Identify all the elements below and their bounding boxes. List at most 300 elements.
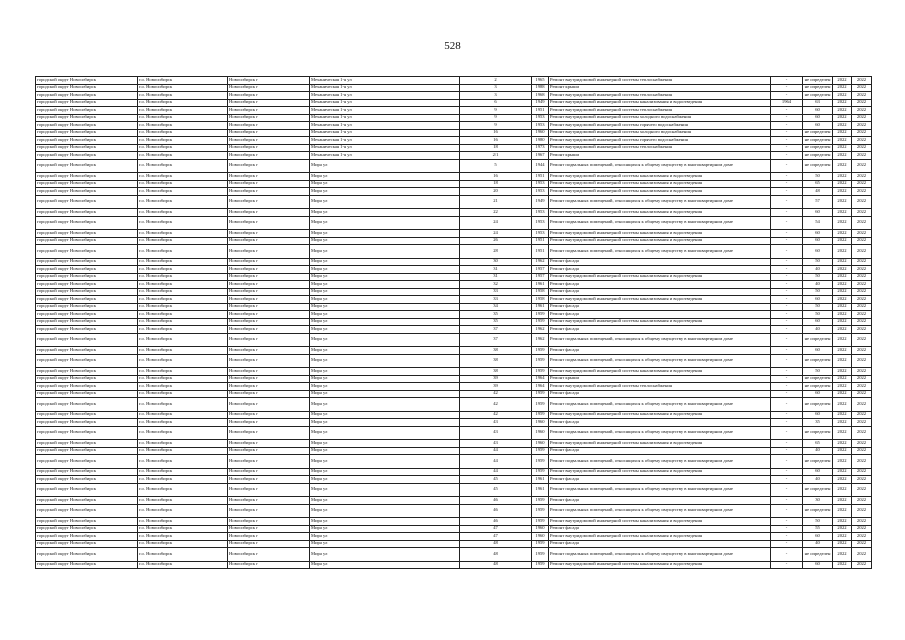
cell-street: Мира ул xyxy=(310,195,460,209)
cell-street: Механическая 1-я ул xyxy=(310,144,460,152)
cell-city: Новосибирск г xyxy=(228,114,310,122)
cell-work-type: Ремонт фасада xyxy=(549,476,771,484)
cell-build-year: 1959 xyxy=(532,347,549,355)
cell-last-repair-year: - xyxy=(771,195,803,209)
cell-build-year: 1962 xyxy=(532,333,549,347)
cell-last-repair-year: - xyxy=(771,390,803,398)
cell-settlement: г.о. Новосибирск xyxy=(138,504,228,518)
table-row xyxy=(36,347,872,355)
cell-municipality: городской округ Новосибирск xyxy=(36,419,138,427)
cell-house-number: 16 xyxy=(460,129,532,137)
cell-city: Новосибирск г xyxy=(228,159,310,173)
cell-work-type: Ремонт подвальных помещений, относящихся к общему имуществу в многоквартирном доме xyxy=(549,455,771,469)
cell-house-number: 44 xyxy=(460,455,532,469)
cell-work-type: Ремонт внутридомовой инженерной системы теплоснабжения xyxy=(549,92,771,100)
cell-plan-start-year: 2022 xyxy=(833,129,852,137)
cell-wear-percent: 60 xyxy=(803,561,833,569)
cell-work-type: Ремонт внутридомовой инженерной системы канализования и водоотведения xyxy=(549,561,771,569)
cell-work-type: Ремонт внутридомовой инженерной системы канализования и водоотведения xyxy=(549,273,771,281)
cell-wear-percent: не определен xyxy=(803,144,833,152)
cell-work-type: Ремонт внутридомовой инженерной системы теплоснабжения xyxy=(549,383,771,391)
cell-plan-end-year: 2022 xyxy=(852,483,872,497)
cell-city: Новосибирск г xyxy=(228,216,310,230)
cell-municipality: городской округ Новосибирск xyxy=(36,540,138,548)
cell-last-repair-year: - xyxy=(771,548,803,562)
cell-plan-start-year: 2022 xyxy=(833,476,852,484)
cell-city: Новосибирск г xyxy=(228,326,310,334)
cell-city: Новосибирск г xyxy=(228,77,310,85)
cell-wear-percent: 50 xyxy=(803,173,833,181)
cell-build-year: 1949 xyxy=(532,99,549,107)
cell-municipality: городской округ Новосибирск xyxy=(36,288,138,296)
cell-house-number: 45 xyxy=(460,476,532,484)
cell-plan-end-year: 2022 xyxy=(852,468,872,476)
cell-plan-end-year: 2022 xyxy=(852,368,872,376)
cell-last-repair-year: - xyxy=(771,209,803,217)
cell-municipality: городской округ Новосибирск xyxy=(36,411,138,419)
cell-work-type: Ремонт фасада xyxy=(549,326,771,334)
cell-city: Новосибирск г xyxy=(228,311,310,319)
cell-municipality: городской округ Новосибирск xyxy=(36,107,138,115)
table-row xyxy=(36,159,872,173)
cell-plan-start-year: 2022 xyxy=(833,288,852,296)
cell-build-year: 1944 xyxy=(532,159,549,173)
cell-work-type: Ремонт подвальных помещений, относящихся к общему имуществу в многоквартирном доме xyxy=(549,159,771,173)
cell-plan-end-year: 2022 xyxy=(852,281,872,289)
cell-street: Мира ул xyxy=(310,540,460,548)
cell-house-number: 47 xyxy=(460,525,532,533)
cell-build-year: 1958 xyxy=(532,296,549,304)
cell-settlement: г.о. Новосибирск xyxy=(138,411,228,419)
cell-last-repair-year: - xyxy=(771,326,803,334)
cell-last-repair-year: - xyxy=(771,426,803,440)
table-row xyxy=(36,237,872,245)
cell-build-year: 1960 xyxy=(532,129,549,137)
table-row xyxy=(36,84,872,92)
cell-last-repair-year: - xyxy=(771,447,803,455)
cell-house-number: 18 xyxy=(460,180,532,188)
cell-street: Мира ул xyxy=(310,533,460,541)
cell-wear-percent: 50 xyxy=(803,303,833,311)
cell-city: Новосибирск г xyxy=(228,230,310,238)
cell-plan-end-year: 2022 xyxy=(852,296,872,304)
cell-plan-end-year: 2022 xyxy=(852,237,872,245)
cell-municipality: городской округ Новосибирск xyxy=(36,237,138,245)
cell-plan-end-year: 2022 xyxy=(852,188,872,196)
cell-settlement: г.о. Новосибирск xyxy=(138,107,228,115)
table-row xyxy=(36,281,872,289)
cell-house-number: 34 xyxy=(460,303,532,311)
cell-settlement: г.о. Новосибирск xyxy=(138,273,228,281)
cell-house-number: 9 xyxy=(460,122,532,130)
table-row xyxy=(36,504,872,518)
cell-city: Новосибирск г xyxy=(228,303,310,311)
cell-municipality: городской округ Новосибирск xyxy=(36,152,138,160)
cell-city: Новосибирск г xyxy=(228,419,310,427)
cell-plan-start-year: 2022 xyxy=(833,303,852,311)
cell-settlement: г.о. Новосибирск xyxy=(138,476,228,484)
cell-street: Мира ул xyxy=(310,419,460,427)
cell-plan-start-year: 2022 xyxy=(833,375,852,383)
cell-street: Мира ул xyxy=(310,288,460,296)
table-row xyxy=(36,188,872,196)
cell-house-number: 35 xyxy=(460,318,532,326)
cell-last-repair-year: - xyxy=(771,173,803,181)
cell-wear-percent: 60 xyxy=(803,122,833,130)
cell-plan-end-year: 2022 xyxy=(852,426,872,440)
cell-street: Мира ул xyxy=(310,258,460,266)
cell-work-type: Ремонт внутридомовой инженерной системы канализования и водоотведения xyxy=(549,173,771,181)
cell-settlement: г.о. Новосибирск xyxy=(138,77,228,85)
cell-plan-end-year: 2022 xyxy=(852,159,872,173)
cell-plan-start-year: 2022 xyxy=(833,483,852,497)
cell-plan-end-year: 2022 xyxy=(852,383,872,391)
cell-plan-start-year: 2022 xyxy=(833,237,852,245)
cell-build-year: 1959 xyxy=(532,518,549,526)
cell-city: Новосибирск г xyxy=(228,84,310,92)
cell-wear-percent: не определен xyxy=(803,129,833,137)
cell-last-repair-year: - xyxy=(771,561,803,569)
cell-settlement: г.о. Новосибирск xyxy=(138,326,228,334)
cell-house-number: 42 xyxy=(460,398,532,412)
cell-plan-end-year: 2022 xyxy=(852,455,872,469)
cell-street: Мира ул xyxy=(310,273,460,281)
cell-municipality: городской округ Новосибирск xyxy=(36,137,138,145)
cell-build-year: 1959 xyxy=(532,311,549,319)
cell-street: Мира ул xyxy=(310,245,460,259)
table-row xyxy=(36,122,872,130)
cell-wear-percent: не определен xyxy=(803,77,833,85)
cell-plan-start-year: 2022 xyxy=(833,447,852,455)
cell-plan-end-year: 2022 xyxy=(852,354,872,368)
cell-settlement: г.о. Новосибирск xyxy=(138,426,228,440)
cell-house-number: 31 xyxy=(460,273,532,281)
cell-work-type: Ремонт внутридомовой инженерной системы канализования и водоотведения xyxy=(549,99,771,107)
cell-settlement: г.о. Новосибирск xyxy=(138,122,228,130)
cell-city: Новосибирск г xyxy=(228,273,310,281)
cell-house-number: 38 xyxy=(460,368,532,376)
cell-last-repair-year: - xyxy=(771,468,803,476)
cell-plan-start-year: 2022 xyxy=(833,137,852,145)
cell-street: Мира ул xyxy=(310,318,460,326)
cell-municipality: городской округ Новосибирск xyxy=(36,533,138,541)
cell-last-repair-year: - xyxy=(771,518,803,526)
cell-work-type: Ремонт внутридомовой инженерной системы холодного водоснабжения xyxy=(549,129,771,137)
cell-plan-end-year: 2022 xyxy=(852,216,872,230)
cell-settlement: г.о. Новосибирск xyxy=(138,548,228,562)
cell-plan-end-year: 2022 xyxy=(852,180,872,188)
cell-house-number: 32 xyxy=(460,281,532,289)
cell-street: Мира ул xyxy=(310,440,460,448)
cell-work-type: Ремонт фасада xyxy=(549,303,771,311)
cell-work-type: Ремонт фасада xyxy=(549,540,771,548)
cell-street: Мира ул xyxy=(310,483,460,497)
cell-city: Новосибирск г xyxy=(228,333,310,347)
cell-build-year: 1959 xyxy=(532,411,549,419)
cell-house-number: 46 xyxy=(460,497,532,505)
cell-city: Новосибирск г xyxy=(228,122,310,130)
cell-municipality: городской округ Новосибирск xyxy=(36,114,138,122)
cell-last-repair-year: - xyxy=(771,347,803,355)
cell-settlement: г.о. Новосибирск xyxy=(138,258,228,266)
cell-city: Новосибирск г xyxy=(228,533,310,541)
cell-settlement: г.о. Новосибирск xyxy=(138,159,228,173)
cell-city: Новосибирск г xyxy=(228,497,310,505)
cell-municipality: городской округ Новосибирск xyxy=(36,99,138,107)
cell-city: Новосибирск г xyxy=(228,468,310,476)
cell-municipality: городской округ Новосибирск xyxy=(36,216,138,230)
cell-plan-end-year: 2022 xyxy=(852,411,872,419)
table-row xyxy=(36,354,872,368)
cell-municipality: городской округ Новосибирск xyxy=(36,525,138,533)
cell-build-year: 1968 xyxy=(532,92,549,100)
cell-city: Новосибирск г xyxy=(228,548,310,562)
cell-build-year: 1965 xyxy=(532,77,549,85)
table-row xyxy=(36,326,872,334)
cell-settlement: г.о. Новосибирск xyxy=(138,390,228,398)
cell-city: Новосибирск г xyxy=(228,209,310,217)
cell-wear-percent: 48 xyxy=(803,188,833,196)
cell-city: Новосибирск г xyxy=(228,195,310,209)
cell-build-year: 1953 xyxy=(532,216,549,230)
cell-house-number: 46 xyxy=(460,504,532,518)
cell-municipality: городской округ Новосибирск xyxy=(36,447,138,455)
cell-wear-percent: не определен xyxy=(803,483,833,497)
cell-street: Мира ул xyxy=(310,476,460,484)
cell-work-type: Ремонт внутридомовой инженерной системы канализования и водоотведения xyxy=(549,440,771,448)
cell-wear-percent: не определен xyxy=(803,455,833,469)
cell-municipality: городской округ Новосибирск xyxy=(36,122,138,130)
cell-city: Новосибирск г xyxy=(228,99,310,107)
cell-work-type: Ремонт внутридомовой инженерной системы горячего водоснабжения xyxy=(549,122,771,130)
cell-street: Мира ул xyxy=(310,447,460,455)
cell-last-repair-year: - xyxy=(771,216,803,230)
cell-municipality: городской округ Новосибирск xyxy=(36,230,138,238)
cell-city: Новосибирск г xyxy=(228,383,310,391)
cell-work-type: Ремонт подвальных помещений, относящихся к общему имуществу в многоквартирном доме xyxy=(549,548,771,562)
cell-municipality: городской округ Новосибирск xyxy=(36,398,138,412)
cell-last-repair-year: - xyxy=(771,281,803,289)
cell-wear-percent: не определен xyxy=(803,92,833,100)
cell-street: Механическая 1-я ул xyxy=(310,152,460,160)
cell-plan-end-year: 2022 xyxy=(852,333,872,347)
cell-settlement: г.о. Новосибирск xyxy=(138,303,228,311)
cell-last-repair-year: - xyxy=(771,245,803,259)
cell-work-type: Ремонт подвальных помещений, относящихся к общему имуществу в многоквартирном доме xyxy=(549,483,771,497)
cell-street: Мира ул xyxy=(310,333,460,347)
cell-street: Механическая 1-я ул xyxy=(310,129,460,137)
cell-work-type: Ремонт внутридомовой инженерной системы канализования и водоотведения xyxy=(549,296,771,304)
cell-wear-percent: 55 xyxy=(803,525,833,533)
cell-settlement: г.о. Новосибирск xyxy=(138,354,228,368)
table-row xyxy=(36,216,872,230)
cell-plan-start-year: 2022 xyxy=(833,258,852,266)
cell-plan-start-year: 2022 xyxy=(833,188,852,196)
cell-build-year: 1957 xyxy=(532,273,549,281)
table-body xyxy=(36,77,872,569)
cell-last-repair-year: - xyxy=(771,375,803,383)
cell-work-type: Ремонт внутридомовой инженерной системы канализования и водоотведения xyxy=(549,237,771,245)
cell-plan-end-year: 2022 xyxy=(852,533,872,541)
cell-build-year: 1959 xyxy=(532,561,549,569)
cell-plan-end-year: 2022 xyxy=(852,311,872,319)
cell-build-year: 1959 xyxy=(532,548,549,562)
cell-wear-percent: не определен xyxy=(803,504,833,518)
cell-street: Мира ул xyxy=(310,504,460,518)
cell-last-repair-year: - xyxy=(771,333,803,347)
cell-plan-start-year: 2022 xyxy=(833,318,852,326)
cell-street: Мира ул xyxy=(310,159,460,173)
cell-plan-end-year: 2022 xyxy=(852,303,872,311)
cell-wear-percent: 60 xyxy=(803,237,833,245)
cell-wear-percent: не определен xyxy=(803,548,833,562)
cell-wear-percent: 50 xyxy=(803,518,833,526)
cell-municipality: городской округ Новосибирск xyxy=(36,426,138,440)
cell-plan-start-year: 2022 xyxy=(833,92,852,100)
cell-last-repair-year: - xyxy=(771,368,803,376)
cell-settlement: г.о. Новосибирск xyxy=(138,419,228,427)
cell-build-year: 1980 xyxy=(532,137,549,145)
cell-plan-start-year: 2022 xyxy=(833,173,852,181)
cell-last-repair-year: - xyxy=(771,411,803,419)
cell-city: Новосибирск г xyxy=(228,504,310,518)
cell-wear-percent: 50 xyxy=(803,311,833,319)
cell-house-number: 30 xyxy=(460,258,532,266)
cell-city: Новосибирск г xyxy=(228,447,310,455)
cell-plan-end-year: 2022 xyxy=(852,84,872,92)
cell-city: Новосибирск г xyxy=(228,561,310,569)
cell-wear-percent: 40 xyxy=(803,281,833,289)
cell-settlement: г.о. Новосибирск xyxy=(138,333,228,347)
cell-street: Мира ул xyxy=(310,326,460,334)
cell-house-number: 3 xyxy=(460,92,532,100)
cell-house-number: 21 xyxy=(460,195,532,209)
cell-wear-percent: 30 xyxy=(803,497,833,505)
cell-street: Мира ул xyxy=(310,311,460,319)
cell-city: Новосибирск г xyxy=(228,296,310,304)
cell-plan-start-year: 2022 xyxy=(833,281,852,289)
cell-house-number: 44 xyxy=(460,468,532,476)
cell-plan-start-year: 2022 xyxy=(833,548,852,562)
cell-city: Новосибирск г xyxy=(228,518,310,526)
cell-settlement: г.о. Новосибирск xyxy=(138,561,228,569)
cell-work-type: Ремонт фасада xyxy=(549,258,771,266)
cell-city: Новосибирск г xyxy=(228,375,310,383)
cell-street: Мира ул xyxy=(310,398,460,412)
cell-work-type: Ремонт фасада xyxy=(549,281,771,289)
cell-work-type: Ремонт фасада xyxy=(549,266,771,274)
cell-wear-percent: 40 xyxy=(803,476,833,484)
cell-work-type: Ремонт внутридомовой инженерной системы канализования и водоотведения xyxy=(549,518,771,526)
cell-work-type: Ремонт внутридомовой инженерной системы канализования и водоотведения xyxy=(549,368,771,376)
cell-street: Мира ул xyxy=(310,411,460,419)
cell-street: Мира ул xyxy=(310,173,460,181)
cell-street: Механическая 1-я ул xyxy=(310,107,460,115)
cell-wear-percent: 60 xyxy=(803,533,833,541)
cell-build-year: 1953 xyxy=(532,122,549,130)
cell-plan-start-year: 2022 xyxy=(833,180,852,188)
cell-plan-end-year: 2022 xyxy=(852,92,872,100)
cell-settlement: г.о. Новосибирск xyxy=(138,188,228,196)
cell-work-type: Ремонт внутридомовой инженерной системы канализования и водоотведения xyxy=(549,318,771,326)
cell-city: Новосибирск г xyxy=(228,107,310,115)
cell-wear-percent: не определен xyxy=(803,383,833,391)
cell-plan-start-year: 2022 xyxy=(833,333,852,347)
cell-plan-start-year: 2022 xyxy=(833,230,852,238)
cell-city: Новосибирск г xyxy=(228,354,310,368)
cell-street: Механическая 1-я ул xyxy=(310,92,460,100)
cell-city: Новосибирск г xyxy=(228,92,310,100)
cell-plan-start-year: 2022 xyxy=(833,273,852,281)
cell-house-number: 37 xyxy=(460,326,532,334)
cell-plan-end-year: 2022 xyxy=(852,273,872,281)
table-row xyxy=(36,230,872,238)
table-row xyxy=(36,99,872,107)
cell-street: Мира ул xyxy=(310,455,460,469)
cell-municipality: городской округ Новосибирск xyxy=(36,195,138,209)
cell-build-year: 1959 xyxy=(532,390,549,398)
cell-wear-percent: не определен xyxy=(803,354,833,368)
cell-house-number: 43 xyxy=(460,419,532,427)
cell-settlement: г.о. Новосибирск xyxy=(138,152,228,160)
cell-plan-end-year: 2022 xyxy=(852,518,872,526)
cell-settlement: г.о. Новосибирск xyxy=(138,311,228,319)
cell-last-repair-year: - xyxy=(771,440,803,448)
cell-municipality: городской округ Новосибирск xyxy=(36,548,138,562)
cell-build-year: 1957 xyxy=(532,266,549,274)
cell-settlement: г.о. Новосибирск xyxy=(138,447,228,455)
cell-plan-end-year: 2022 xyxy=(852,144,872,152)
cell-work-type: Ремонт крыши xyxy=(549,84,771,92)
cell-build-year: 1959 xyxy=(532,398,549,412)
cell-house-number: 45 xyxy=(460,483,532,497)
cell-house-number: 44 xyxy=(460,447,532,455)
cell-house-number: 43 xyxy=(460,426,532,440)
cell-build-year: 1960 xyxy=(532,419,549,427)
cell-work-type: Ремонт подвальных помещений, относящихся к общему имуществу в многоквартирном доме xyxy=(549,504,771,518)
cell-plan-start-year: 2022 xyxy=(833,468,852,476)
cell-settlement: г.о. Новосибирск xyxy=(138,173,228,181)
cell-city: Новосибирск г xyxy=(228,390,310,398)
cell-build-year: 1953 xyxy=(532,230,549,238)
table-row xyxy=(36,152,872,160)
cell-city: Новосибирск г xyxy=(228,237,310,245)
cell-municipality: городской округ Новосибирск xyxy=(36,245,138,259)
cell-wear-percent: не определен xyxy=(803,159,833,173)
cell-wear-percent: 50 xyxy=(803,258,833,266)
cell-wear-percent: не определен xyxy=(803,152,833,160)
cell-settlement: г.о. Новосибирск xyxy=(138,92,228,100)
table-row xyxy=(36,533,872,541)
table-row xyxy=(36,525,872,533)
cell-municipality: городской округ Новосибирск xyxy=(36,440,138,448)
cell-street: Мира ул xyxy=(310,375,460,383)
cell-build-year: 1953 xyxy=(532,209,549,217)
cell-wear-percent: не определен xyxy=(803,398,833,412)
cell-last-repair-year: - xyxy=(771,237,803,245)
cell-municipality: городской округ Новосибирск xyxy=(36,281,138,289)
cell-settlement: г.о. Новосибирск xyxy=(138,99,228,107)
cell-wear-percent: 50 xyxy=(803,273,833,281)
cell-street: Мира ул xyxy=(310,296,460,304)
cell-street: Механическая 1-я ул xyxy=(310,137,460,145)
cell-plan-start-year: 2022 xyxy=(833,383,852,391)
cell-build-year: 1959 xyxy=(532,497,549,505)
cell-house-number: 37 xyxy=(460,333,532,347)
cell-plan-end-year: 2022 xyxy=(852,347,872,355)
cell-build-year: 1953 xyxy=(532,180,549,188)
cell-plan-end-year: 2022 xyxy=(852,137,872,145)
